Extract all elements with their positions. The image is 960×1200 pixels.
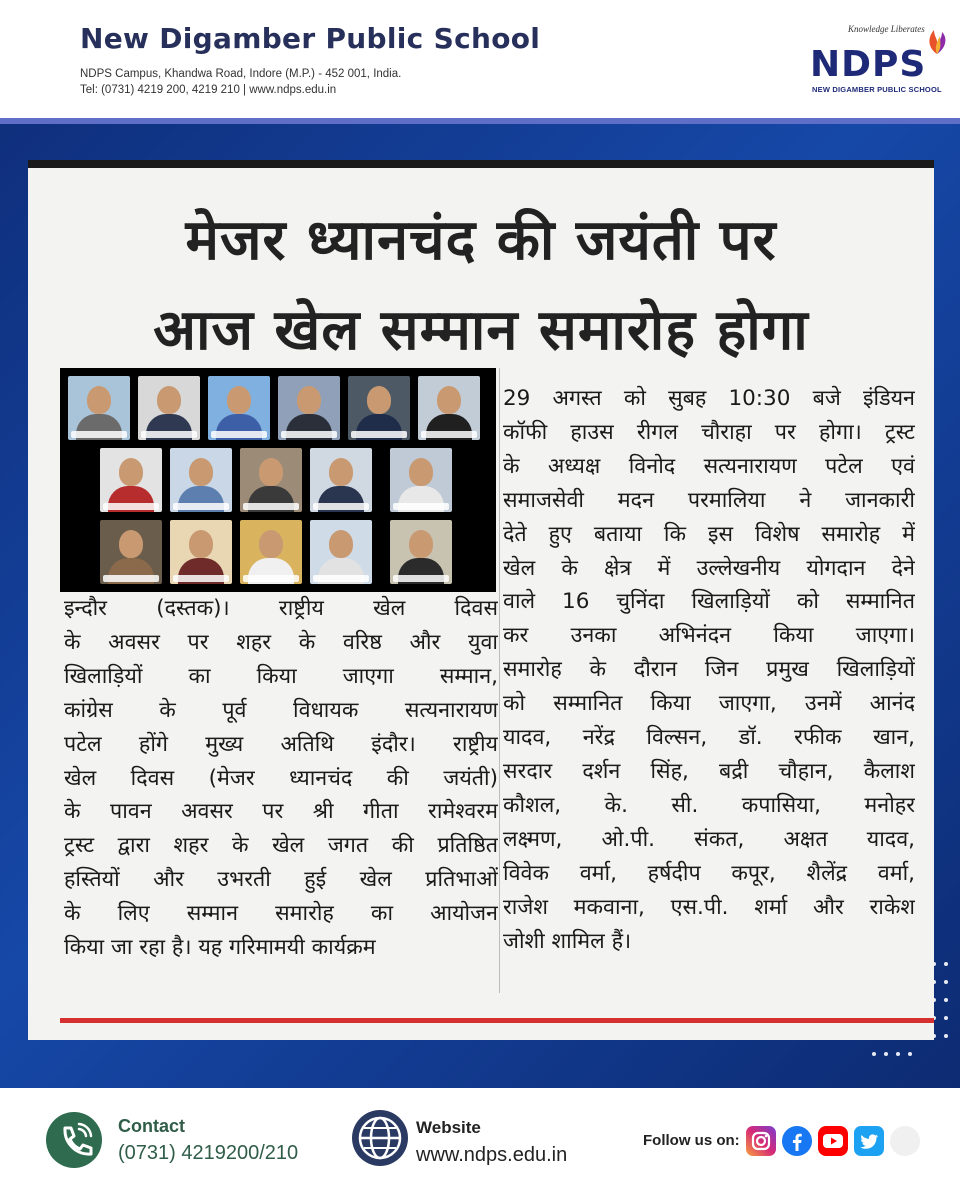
honorees-photo-grid: [60, 368, 496, 592]
youtube-icon[interactable]: [818, 1126, 848, 1156]
logo-wordmark: NDPS: [810, 44, 927, 85]
article-line: राजेश मकवाना, एस.पी. शर्मा और राकेश: [503, 894, 915, 920]
decorative-dot: [944, 1034, 948, 1038]
article-line: के लिए सम्मान समारोह का आयोजन: [64, 901, 498, 927]
decorative-dot: [944, 980, 948, 984]
honoree-photo: [278, 376, 340, 440]
article-line: कॉफी हाउस रीगल चौराहा पर होगा। ट्रस्ट: [503, 419, 915, 445]
article-line: देते हुए बताया कि इस विशेष समारोह में: [503, 521, 915, 547]
contact-phone-link[interactable]: (0731) 4219200/210: [118, 1142, 299, 1164]
article-line: लक्ष्मण, ओ.पी. संकत, अक्षत यादव,: [503, 826, 915, 852]
newspaper-clipping: [28, 160, 934, 1040]
school-name: New Digamber Public School: [80, 22, 541, 55]
honoree-photo: [390, 520, 452, 584]
article-line: किया जा रहा है। यह गरिमामयी कार्यक्रम: [64, 935, 376, 961]
twitter-icon[interactable]: [854, 1126, 884, 1156]
article-line: हस्तियों और उभरती हुई खेल प्रतिभाओं: [64, 867, 498, 893]
website-label: Website: [416, 1118, 481, 1137]
article-line: को सम्मानित किया जाएगा, उनमें आनंद: [503, 691, 915, 717]
decorative-dot: [908, 1052, 912, 1056]
article-line: खेल के क्षेत्र में उल्लेखनीय योगदान देने: [503, 555, 915, 581]
address-line: NDPS Campus, Khandwa Road, Indore (M.P.) - 452 001, India.: [80, 68, 402, 80]
article-line: के अध्यक्ष विनोद सत्यनारायण पटेल एवं: [503, 453, 915, 479]
decorative-dot: [944, 998, 948, 1002]
decorative-dot: [872, 1052, 876, 1056]
article-line: ट्रस्ट द्वारा शहर के खेल जगत की प्रतिष्ठित: [64, 833, 498, 859]
phone-icon[interactable]: [46, 1112, 102, 1168]
page-header: [0, 0, 960, 118]
honoree-photo: [170, 448, 232, 512]
decorative-dot: [944, 1016, 948, 1020]
article-line: इन्दौर (दस्तक)। राष्ट्रीय खेल दिवस: [64, 596, 498, 621]
decorative-dot: [884, 1052, 888, 1056]
article-line: विवेक वर्मा, हर्षदीप कपूर, शैलेंद्र वर्मा,: [503, 860, 915, 886]
clipping-red-rule: [60, 1018, 934, 1023]
honoree-photo: [100, 448, 162, 512]
honoree-photo: [348, 376, 410, 440]
phone-glyph-icon: [46, 1112, 102, 1168]
honoree-photo: [138, 376, 200, 440]
honoree-photo: [390, 448, 452, 512]
header-accent-strip: [0, 118, 960, 124]
globe-icon[interactable]: [352, 1110, 408, 1166]
article-line: जोशी शामिल हैं।: [503, 928, 632, 954]
follow-us-label: Follow us on:: [643, 1132, 740, 1149]
honoree-photo: [418, 376, 480, 440]
article-line: के पावन अवसर पर श्री गीता रामेश्वरम: [64, 799, 498, 825]
article-line: के अवसर पर शहर के वरिष्ठ और युवा: [64, 629, 498, 655]
decorative-dot: [896, 1052, 900, 1056]
instagram-icon[interactable]: [746, 1126, 776, 1156]
honoree-photo: [240, 448, 302, 512]
faded-social-icon: [890, 1126, 920, 1156]
article-line: पटेल होंगे मुख्य अतिथि इंदौर। राष्ट्रीय: [64, 731, 498, 757]
article-left-column: [64, 592, 498, 965]
article-line: खिलाड़ियों का किया जाएगा सम्मान,: [64, 663, 498, 689]
honoree-photo: [310, 448, 372, 512]
article-line: कौशल, के. सी. कपासिया, मनोहर: [503, 792, 915, 818]
headline-line-2: आज खेल सम्मान समारोह होगा: [153, 298, 809, 363]
globe-glyph-icon: [352, 1110, 408, 1166]
ndps-logo[interactable]: [808, 14, 952, 100]
article-line: कर उनका अभिनंदन किया जाएगा।: [503, 623, 915, 649]
article-line: खेल दिवस (मेजर ध्यानचंद की जयंती): [64, 765, 498, 791]
honoree-photo: [208, 376, 270, 440]
contact-line: Tel: (0731) 4219 200, 4219 210 | www.ndps.edu.in: [80, 84, 337, 96]
article-line: सरदार दर्शन सिंह, बद्री चौहान, कैलाश: [503, 758, 915, 784]
article-line: समाजसेवी मदन परमालिया ने जानकारी: [503, 487, 915, 513]
website-link[interactable]: www.ndps.edu.in: [416, 1144, 568, 1166]
article-line: कांग्रेस के पूर्व विधायक सत्यनारायण: [64, 697, 498, 723]
honoree-photo: [240, 520, 302, 584]
honoree-photo: [100, 520, 162, 584]
article-line: यादव, नरेंद्र विल्सन, डॉ. रफीक खान,: [503, 725, 915, 751]
decorative-dot: [944, 962, 948, 966]
article-line: समारोह के दौरान जिन प्रमुख खिलाड़ियों: [503, 657, 915, 683]
facebook-icon[interactable]: [782, 1126, 812, 1156]
honoree-photo: [310, 520, 372, 584]
clipping-top-border: [28, 160, 934, 168]
logo-tagline: Knowledge Liberates: [848, 24, 925, 34]
article-line: वाले 16 चुनिंदा खिलाड़ियों को सम्मानित: [503, 589, 915, 615]
logo-subtitle: NEW DIGAMBER PUBLIC SCHOOL: [812, 85, 942, 94]
butterfly-flame-icon: [924, 28, 950, 56]
honoree-photo: [170, 520, 232, 584]
column-divider: [499, 368, 500, 993]
article-line: 29 अगस्त को सुबह 10:30 बजे इंडियन: [503, 386, 915, 411]
contact-label: Contact: [118, 1116, 185, 1136]
article-right-column: [503, 382, 915, 958]
honoree-photo: [68, 376, 130, 440]
headline-line-1: मेजर ध्यानचंद की जयंती पर: [185, 208, 777, 273]
